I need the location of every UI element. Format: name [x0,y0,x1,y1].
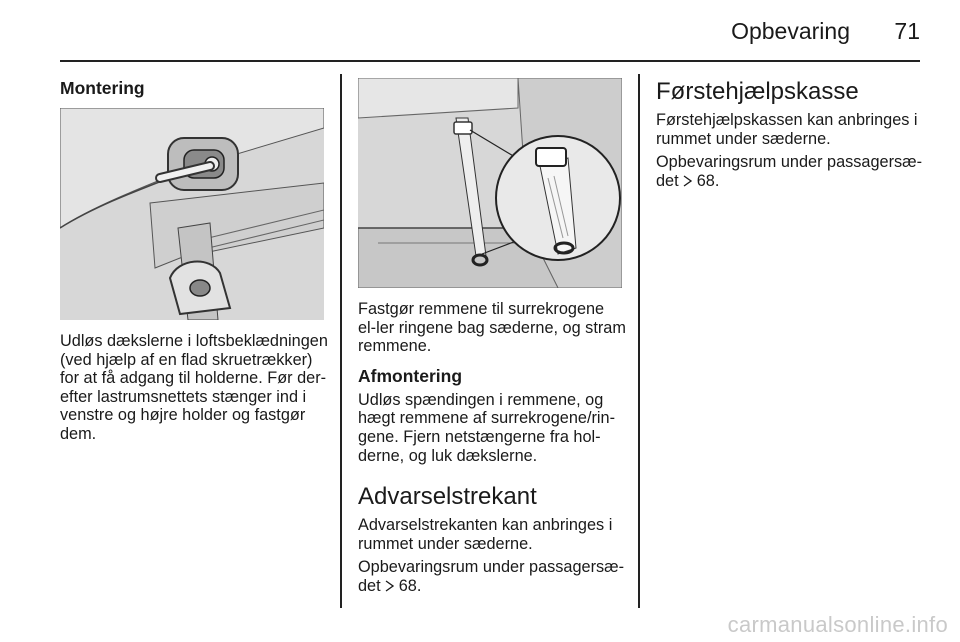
advarselstrekant-heading: Advarselstrekant [358,483,537,511]
middle-column-text [358,300,626,601]
strap-hook-illustration [358,78,622,288]
forstehjaelpskasse-ref-prefix: Opbevaringsrum under passagersæ-det [656,153,923,190]
forstehjaelpskasse-heading: Førstehjælpskasse [656,78,859,105]
page-reference-icon [385,580,394,592]
right-column-text [656,78,924,195]
montering-heading: Montering [60,78,145,98]
strap-instructions-text: Fastgør remmene til surrekrogene el-ler ringene bag sæderne, og stram remmene. [358,300,626,356]
advarselstrekant-page-link[interactable]: 68. [398,576,422,595]
forstehjaelpskasse-ref-text [656,153,924,190]
page-number: 71 [894,18,920,44]
figure-strap-hook [358,78,622,288]
forstehjaelpskasse-text: Førstehjælpskassen kan anbringes i rummet under sæderne. [656,111,918,148]
net-holder-illustration [60,108,324,320]
left-column [60,78,330,103]
montering-text: Udløs dækslerne i loftsbeklædningen (ved hjælp af en flad skruetrækker) for at få adgang til holderne. Før der-efter lastrumsnettets stænger ind i venstre og højre holder og fastgør dem. [60,332,328,443]
figure-net-holder [60,108,324,320]
left-column-text [60,332,332,449]
forstehjaelpskasse-page-link[interactable]: 68. [696,171,720,190]
header-divider [60,60,920,62]
afmontering-text: Udløs spændingen i remmene, og hægt remmene af surrekrogene/rin-gene. Fjern netstængerne fra hol-derne, og luk dækslerne. [358,390,615,465]
column-divider-right [638,74,640,608]
advarselstrekant-ref-prefix: Opbevaringsrum under passagersæ-det [358,558,625,595]
afmontering-heading: Afmontering [358,365,463,386]
page-header-title: Opbevaring [731,18,850,44]
advarselstrekant-ref-text [358,558,626,595]
watermark-text: carmanualsonline.info [727,612,948,637]
column-divider-left [340,74,342,608]
page-reference-icon [683,175,692,187]
advarselstrekant-text: Advarselstrekanten kan anbringes i rummet under sæderne. [358,516,613,553]
